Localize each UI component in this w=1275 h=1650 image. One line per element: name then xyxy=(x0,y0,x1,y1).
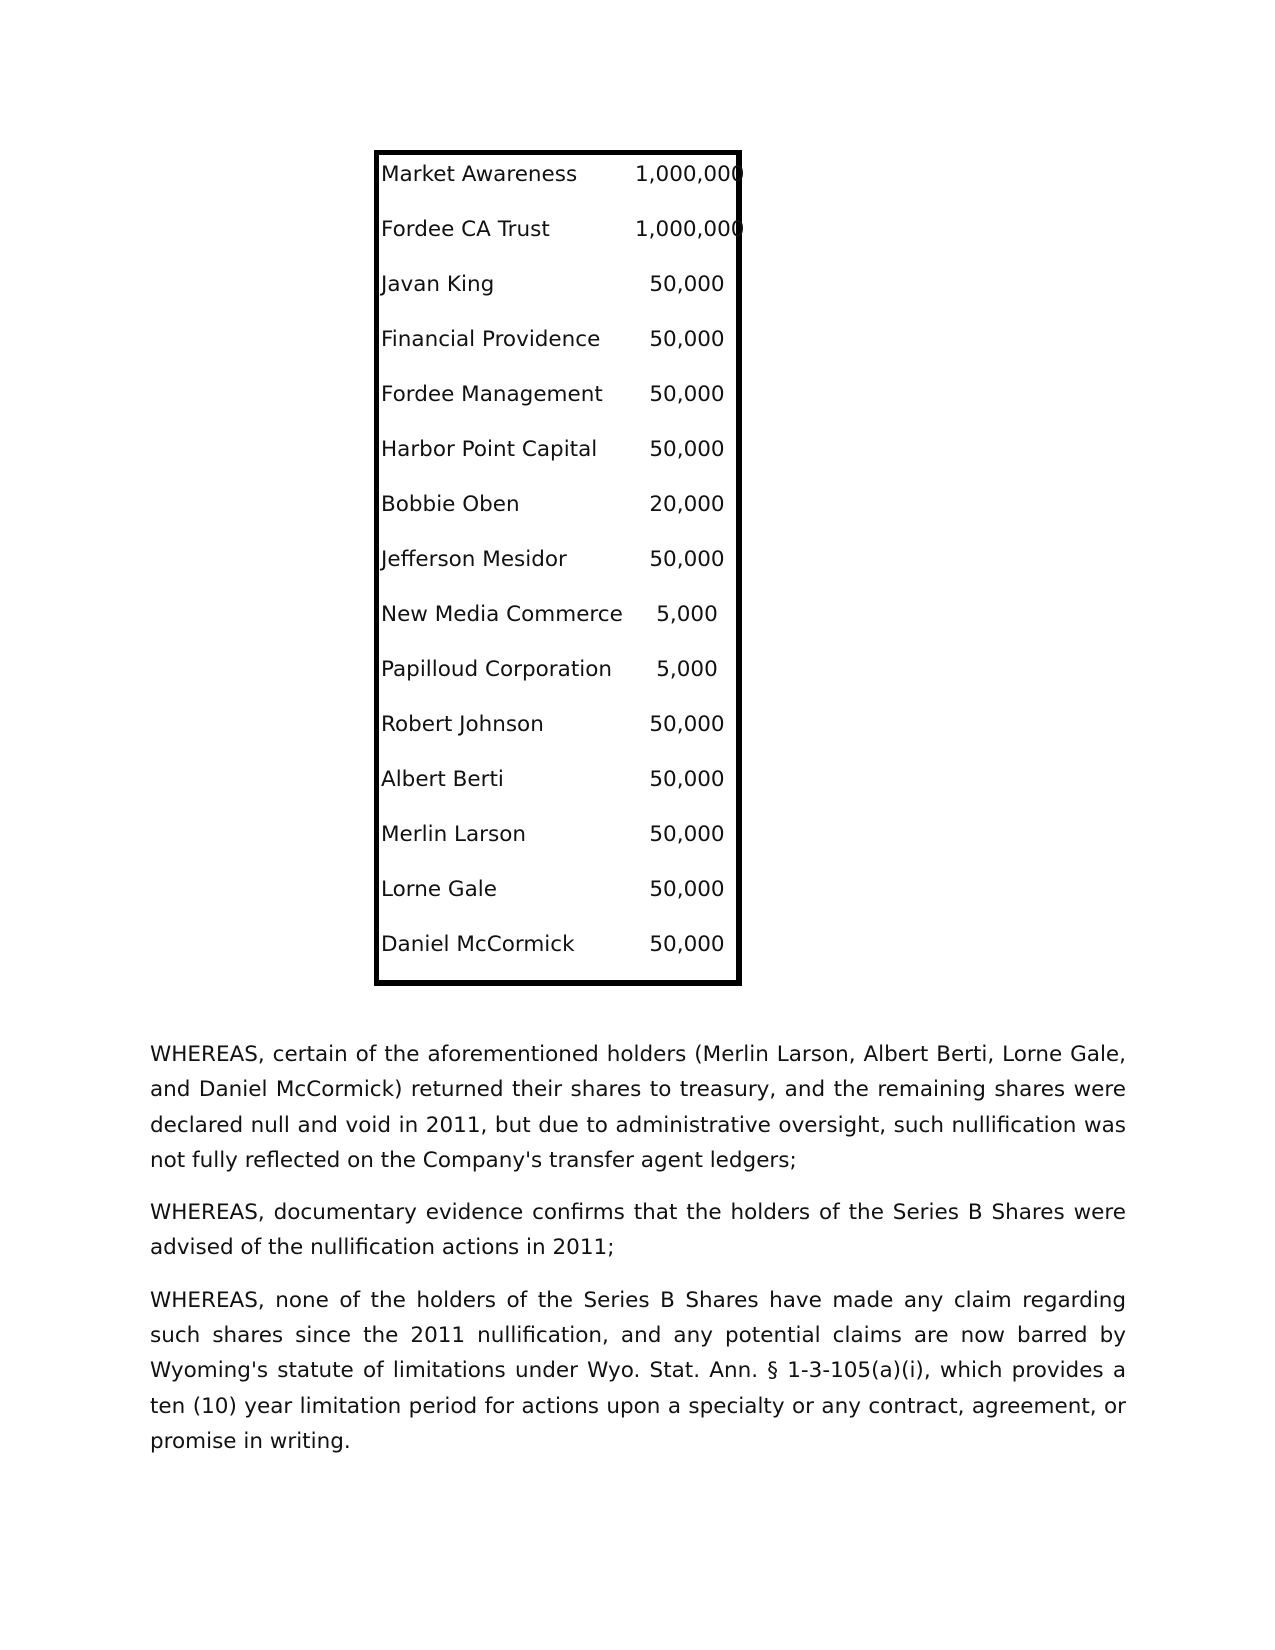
body-text xyxy=(150,1037,1126,1476)
holder-shares: 1,000,000 xyxy=(635,217,745,242)
holder-name: Javan King xyxy=(381,272,495,297)
table-row xyxy=(379,760,736,800)
holder-name: Harbor Point Capital xyxy=(381,437,598,462)
holder-shares: 20,000 xyxy=(649,492,725,517)
whereas-paragraph-evidence: WHEREAS, documentary evidence confirms that the holders of the Series B Shares were advised of the nullification actions in 2011; xyxy=(150,1200,1126,1261)
holder-shares: 50,000 xyxy=(649,327,725,352)
holder-name: Merlin Larson xyxy=(381,822,526,847)
holder-name: Lorne Gale xyxy=(381,877,497,902)
holder-shares: 50,000 xyxy=(649,382,725,407)
table-row xyxy=(379,925,736,965)
holder-name: Jefferson Mesidor xyxy=(381,547,567,572)
table-row xyxy=(379,375,736,415)
table-row xyxy=(379,815,736,855)
table-row xyxy=(379,595,736,635)
table-row xyxy=(379,540,736,580)
table-row xyxy=(379,870,736,910)
holder-shares: 50,000 xyxy=(649,877,725,902)
holder-name: Market Awareness xyxy=(381,162,578,187)
table-row xyxy=(379,430,736,470)
table-row xyxy=(379,210,745,250)
holder-shares: 50,000 xyxy=(649,437,725,462)
table-row xyxy=(379,705,736,745)
whereas-paragraph-statute: WHEREAS, none of the holders of the Series B Shares have made any claim regarding such shares since the 2011 nullification, and any potential claims are now barred by Wyoming's statute of limitations under Wyo. Stat. Ann. § 1-3-105(a)(i), which provides a ten (10) year limitation period for actions upon a specialty or any contract, agreement, or promise in writing. xyxy=(150,1287,1126,1454)
holder-name: Financial Providence xyxy=(381,327,601,352)
holder-shares: 5,000 xyxy=(656,602,718,627)
table-row xyxy=(379,485,736,525)
holder-name: New Media Commerce xyxy=(381,602,623,627)
holder-name: Robert Johnson xyxy=(381,712,544,737)
holder-shares: 1,000,000 xyxy=(635,162,745,187)
table-row xyxy=(379,650,736,690)
table-row xyxy=(379,265,736,305)
holder-shares: 50,000 xyxy=(649,547,725,572)
holder-name: Fordee CA Trust xyxy=(381,217,550,242)
holder-name: Bobbie Oben xyxy=(381,492,520,517)
holders-table xyxy=(374,150,745,986)
holder-shares: 50,000 xyxy=(649,712,725,737)
holder-shares: 50,000 xyxy=(649,272,725,297)
holder-name: Fordee Management xyxy=(381,382,603,407)
holder-shares: 50,000 xyxy=(649,767,725,792)
table-row xyxy=(379,155,745,195)
holder-name: Daniel McCormick xyxy=(381,932,575,957)
table-row xyxy=(379,320,736,360)
holder-shares: 50,000 xyxy=(649,932,725,957)
whereas-paragraph-returned-shares: WHEREAS, certain of the aforementioned holders (Merlin Larson, Albert Berti, Lorne Gale, and Daniel McCormick) returned their shares to treasury, and the remaining shares were declared null and void in 2011, but due to administrative oversight, such nullification was not fully reflected on the Company's transfer agent ledgers; xyxy=(150,1042,1126,1173)
holder-name: Albert Berti xyxy=(381,767,504,792)
holder-shares: 50,000 xyxy=(649,822,725,847)
holder-shares: 5,000 xyxy=(656,657,718,682)
holder-name: Papilloud Corporation xyxy=(381,657,613,682)
